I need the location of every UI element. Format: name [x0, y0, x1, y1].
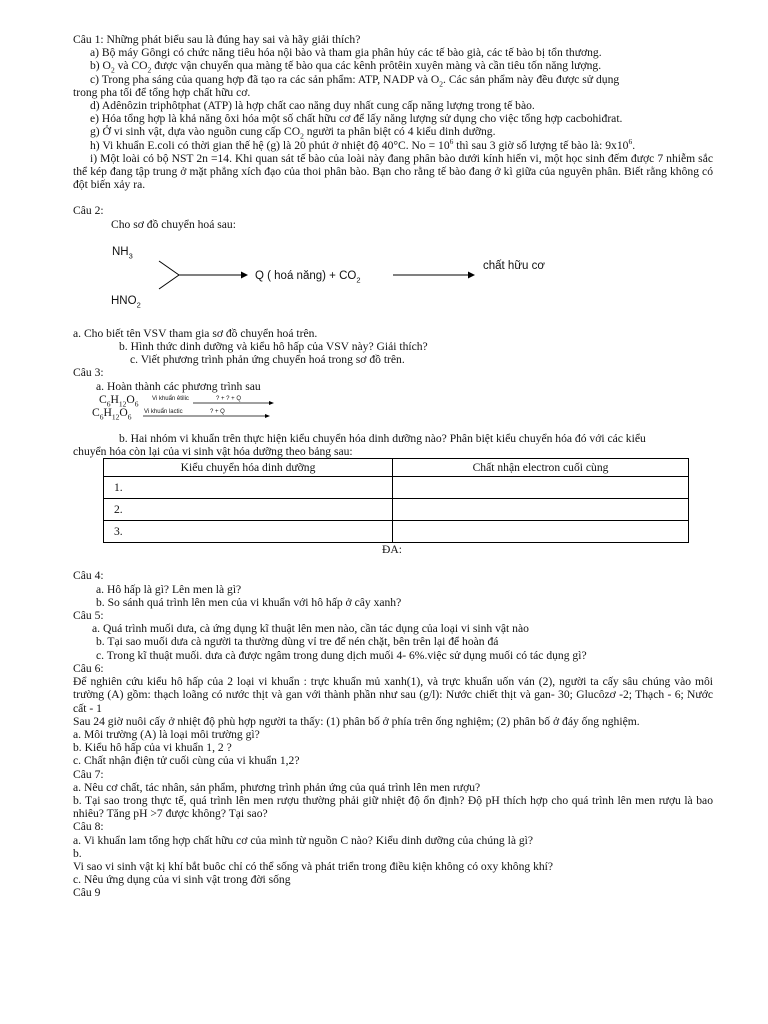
q6-paragraph-1: Để nghiên cứu kiểu hô hấp của 2 loại vi khuẩn : trực khuẩn mủ xanh(1), và trực khuẩn uốn ván (2), người ta cấy sâu chúng vào môi trường (A) gồm: thạch loãng có nước thịt và gan với thành phần như sau (g/l): Nước chiết thịt và gan- 30; Glucôzơ -2; Thạch - 6; Nước cất - 1 — [73, 675, 713, 715]
q8-b-question: Vi sao vi sinh vật kị khí bắt buôc chỉ có thể sống và phát triển trong điều kiện không có oxy không khí? — [73, 859, 554, 873]
document-page — [73, 33, 713, 900]
q9-title: Câu 9 — [73, 886, 101, 900]
reaction-2 — [73, 405, 713, 422]
table-cell: 1. — [104, 477, 393, 499]
table-cell: 2. — [104, 499, 393, 521]
table-cell: 3. — [104, 521, 393, 543]
q8-c: c. Nêu ứng dụng của vi sinh vật trong đời sống — [73, 873, 291, 887]
q1-i: i) Một loài có bộ NST 2n =14. Khi quan sát tế bào của loài này đang phân bào dưới kính hiển vi, một học sinh đếm được 7 nhiễm sắc thể kép đang tập trung ở mặt phẳng xích đạo của thoi phân bào. Bạn cho rằng tế bào đang ở kì giữa của nguyên phân. Biết rằng không có đột biến xảy ra. — [73, 151, 713, 192]
q3-title: Câu 3: — [73, 366, 104, 380]
q4-b: b. So sánh quá trình lên men của vi khuẩn với hô hấp ở cây xanh? — [96, 595, 402, 609]
q1-d: d) Adênôzin triphôtphat (ATP) là hợp chất cao năng duy nhất cung cấp năng lượng trong tế bào. — [90, 99, 535, 113]
q5-title: Câu 5: — [73, 609, 104, 623]
q3-b-line1: b. Hai nhóm vi khuẩn trên thực hiện kiểu chuyển hóa dinh dưỡng nào? Phân biệt kiểu chuyển hóa đó với các kiểu — [119, 431, 646, 445]
table-cell — [393, 477, 689, 499]
q3-a: a. Hoàn thành các phương trình sau — [96, 379, 261, 393]
q1-title: Câu 1: Những phát biểu sau là đúng hay sai và hãy giải thích? — [73, 33, 361, 46]
reaction-2-formula: $C_6H_{12}O_6$ — [92, 405, 132, 422]
arrow-to-q-head — [241, 271, 248, 278]
q2-title: Câu 2: — [73, 204, 104, 218]
q5-c: c. Trong kĩ thuật muối. dưa cà được ngâm trong dung dịch muối 4- 6%.việc sử dụng muối có tác dụng gì? — [96, 648, 587, 662]
table-row — [104, 499, 689, 521]
q2-b: b. Hình thức dinh dưỡng và kiểu hô hấp của VSV này? Giải thích? — [119, 340, 428, 354]
q5-b: b. Tại sao muối dưa cà người ta thường dùng vỉ tre để nén chặt, bên trên lại để hoàn đá — [96, 635, 499, 649]
arrow-to-product-head — [468, 271, 475, 278]
q8-a: a. Vi khuẩn lam tổng hợp chất hữu cơ của mình từ nguồn C nào? Kiểu dinh dưỡng của chúng là gì? — [73, 833, 534, 847]
q4-title: Câu 4: — [73, 569, 104, 583]
q1-g: g) Ở vi sinh vật, dựa vào nguồn cung cấp $CO_2$ người ta phân biệt có 4 kiểu dinh dưỡng. — [90, 125, 496, 141]
q7-title: Câu 7: — [73, 767, 104, 781]
q6-title: Câu 6: — [73, 661, 104, 675]
q6-b: b. Kiểu hô hấp của vi khuẩn 1, 2 ? — [73, 741, 232, 755]
answer-label: ĐA: — [382, 543, 402, 557]
q5-a: a. Quá trình muối dưa, cà ứng dụng kĩ thuật lên men nào, cần tác dụng của loại vi sinh vật nào — [92, 622, 529, 636]
reaction-1-products: ? + ? + Q — [216, 395, 242, 402]
reaction-1-agent: Vi khuẩn êtilic — [152, 395, 189, 402]
reaction-2-agent: Vi khuẩn lactic — [144, 408, 183, 415]
table-cell — [393, 521, 689, 543]
q-energy-label: Q ( hoá năng) + $CO_2$ — [255, 269, 361, 285]
table-header-cell: Kiểu chuyển hóa dinh dưỡng — [104, 459, 393, 477]
organic-product-label: chất hữu cơ — [483, 259, 545, 272]
reaction-1 — [73, 392, 713, 409]
reaction-1-formula: $C_6H_{12}O_6$ — [99, 392, 139, 409]
q2-c: c. Viết phương trình phản ứng chuyển hoá trong sơ đồ trên. — [130, 353, 405, 367]
q1-c-cont: trong pha tối để tổng hợp chất hữu cơ. — [73, 85, 251, 99]
q1-h: h) Vi khuẩn E.coli có thời gian thế hệ (g) là 20 phút ở nhiệt độ 40°C. $No = 10^6$ thì sau 3 giờ số lượng tế bào là: $9x10^6$. — [90, 136, 636, 152]
q1-c: c) Trong pha sáng của quang hợp đã tạo ra các sản phẩm: ATP, NADP và $O_2$. Các sản phẩm này đều được sử dụng — [90, 72, 620, 88]
q8-title: Câu 8: — [73, 820, 104, 834]
hno2-label: $HNO_2$ — [111, 294, 141, 310]
q4-a: a. Hô hấp là gì? Lên men là gì? — [96, 582, 242, 596]
q6-a: a. Môi trường (A) là loại môi trường gì? — [73, 727, 260, 741]
q1-e: e) Hóa tổng hợp là khả năng ôxi hóa một số chất hữu cơ để lấy năng lượng sử dụng cho việc tổng hợp cacbohiđrat. — [90, 112, 623, 126]
q6-paragraph-2: Sau 24 giờ nuôi cấy ở nhiệt độ phù hợp người ta thấy: (1) phân bố ở phía trên ống nghiệm; (2) phân bố ở đáy ống nghiệm. — [73, 714, 640, 728]
metabolism-table — [103, 458, 689, 543]
reaction-2-products: ? + Q — [210, 408, 225, 415]
diagram-arrows — [73, 231, 713, 327]
hno2-connector-line — [159, 275, 179, 289]
table-row — [104, 477, 689, 499]
table-header-cell: Chất nhận electron cuối cùng — [393, 459, 689, 477]
conversion-diagram — [73, 231, 713, 327]
table-header-row — [104, 459, 689, 477]
table-row — [104, 521, 689, 543]
q3-b-line2: chuyển hóa còn lại của vi sinh vật hóa dưỡng theo bảng sau: — [73, 445, 353, 459]
q7-a: a. Nêu cơ chất, tác nhân, sản phẩm, phương trình phản ứng của quá trình lên men rượu? — [73, 780, 481, 794]
q8-b: b. — [73, 846, 82, 860]
q2-intro: Cho sơ đồ chuyển hoá sau: — [111, 217, 236, 231]
nh3-connector-line — [159, 261, 179, 275]
q1-b: b) $O_2$ và $CO_2$ được vận chuyển qua màng tế bào qua các kênh prôtêin xuyên màng và cần tiêu tốn năng lượng. — [90, 59, 602, 75]
q7-b: b. Tại sao trong thực tế, quá trình lên men rượu thường phải giữ nhiệt độ ổn định? Độ pH thích hợp cho quá trình lên men rượu là bao nhiêu? Tăng pH >7 được không? Tại sao? — [73, 793, 713, 821]
nh3-label: $NH_3$ — [112, 245, 133, 261]
table-cell — [393, 499, 689, 521]
q2-a: a. Cho biết tên VSV tham gia sơ đồ chuyển hoá trên. — [73, 326, 318, 340]
q6-c: c. Chất nhận điện tử cuối cùng của vi khuẩn 1,2? — [73, 754, 300, 768]
q1-a: a) Bộ máy Gôngi có chức năng tiêu hóa nội bào và tham gia phân hủy các tế bào già, các tế bào bị tổn thương. — [90, 46, 602, 60]
